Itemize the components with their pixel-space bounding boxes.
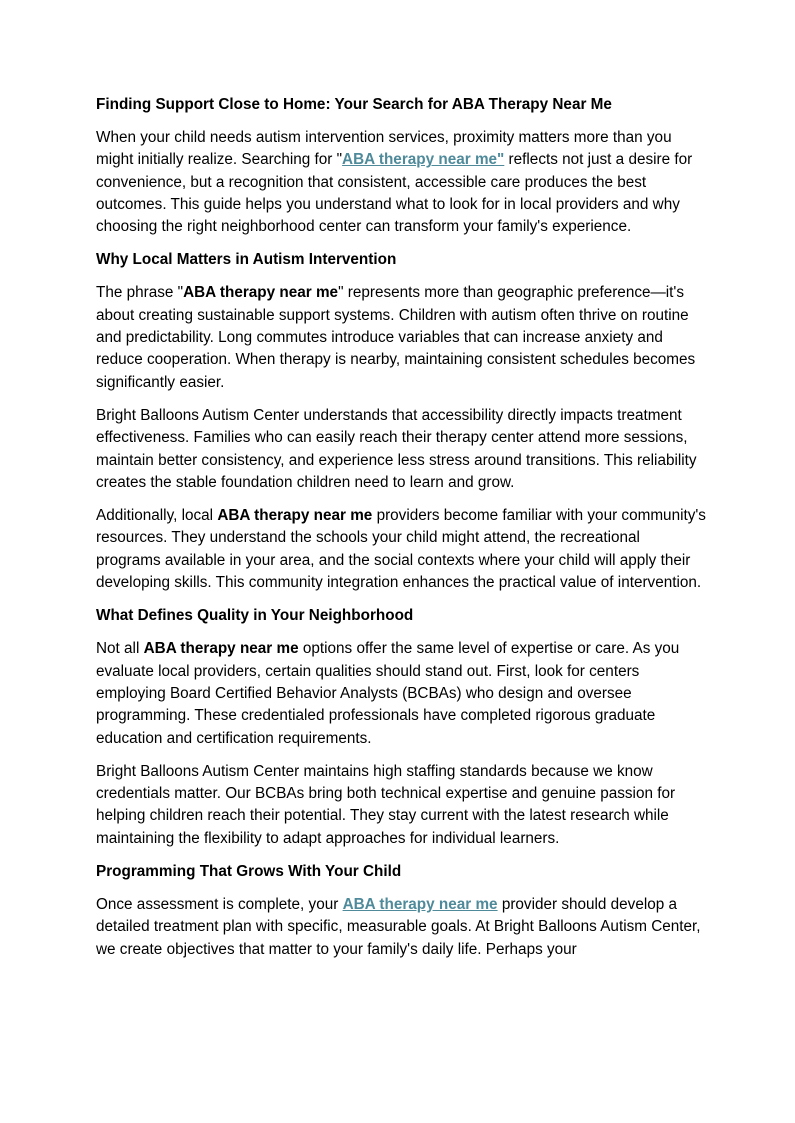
text-run: Not all xyxy=(96,640,144,658)
aba-therapy-link[interactable]: ABA therapy near me xyxy=(342,896,498,914)
aba-therapy-link[interactable]: ABA therapy near me" xyxy=(342,151,505,169)
text-run: Additionally, local xyxy=(96,507,218,525)
heading-quality: What Defines Quality in Your Neighborhood xyxy=(96,607,414,625)
paragraph-intro xyxy=(96,127,708,238)
text-run: providers become familiar with your community's resources. They understand the schools your child might attend, the recreational programs available in your area, and the social contexts where your child will apply their developing skills. This community integration enhances the practical value of intervention. xyxy=(96,507,706,592)
text-run: options offer the same level of expertise or care. As you evaluate local providers, certain qualities should stand out. First, look for centers employing Board Certified Behavior Analysts (BCBAs) who design and oversee programming. These credentialed professionals have completed rigorous graduate education and certification requirements. xyxy=(96,640,680,747)
heading-main: Finding Support Close to Home: Your Search for ABA Therapy Near Me xyxy=(96,96,612,113)
paragraph-credentials xyxy=(96,638,708,749)
text-run: The phrase " xyxy=(96,284,184,302)
text-run: provider should develop a detailed treatment plan with specific, measurable goals. At Bright Balloons Autism Center, we create objectives that matter to your family's daily life. Perhaps your xyxy=(96,896,701,958)
text-run: When your child needs autism intervention services, proximity matters more than you might initially realize. Searching for " xyxy=(96,129,672,169)
text-run: Once assessment is complete, your xyxy=(96,896,343,914)
bold-keyword: ABA therapy near me xyxy=(183,284,339,302)
bold-keyword: ABA therapy near me xyxy=(217,507,373,525)
paragraph-treatment-plan xyxy=(96,894,708,961)
paragraph-community xyxy=(96,505,708,594)
text-run: " represents more than geographic preference—it's about creating sustainable support systems. Children with autism often thrive on routine and predictability. Long commutes introduce variables that can increase anxiety and reduce cooperation. When therapy is nearby, maintaining consistent schedules becomes significantly easier. xyxy=(96,284,696,391)
paragraph-accessibility: Bright Balloons Autism Center understands that accessibility directly impacts treatment effectiveness. Families who can easily reach their therapy center attend more sessions, maintain better consistency, and experience less stress around transitions. This reliability creates the stable foundation children need to learn and grow. xyxy=(96,406,697,491)
bold-keyword: ABA therapy near me xyxy=(143,640,299,658)
heading-why-local: Why Local Matters in Autism Intervention xyxy=(96,251,397,269)
text-run: reflects not just a desire for convenience, but a recognition that consistent, accessible care produces the best outcomes. This guide helps you understand what to look for in local providers and why choosing the right neighborhood center can transform your family's experience. xyxy=(96,151,693,236)
heading-programming: Programming That Grows With Your Child xyxy=(96,863,402,881)
paragraph-phrase xyxy=(96,282,708,393)
document-page xyxy=(96,94,708,972)
paragraph-staffing: Bright Balloons Autism Center maintains high staffing standards because we know credentials matter. Our BCBAs bring both technical expertise and genuine passion for helping children reach their potential. They stay current with the latest research while maintaining the flexibility to adapt approaches for individual learners. xyxy=(96,762,676,847)
